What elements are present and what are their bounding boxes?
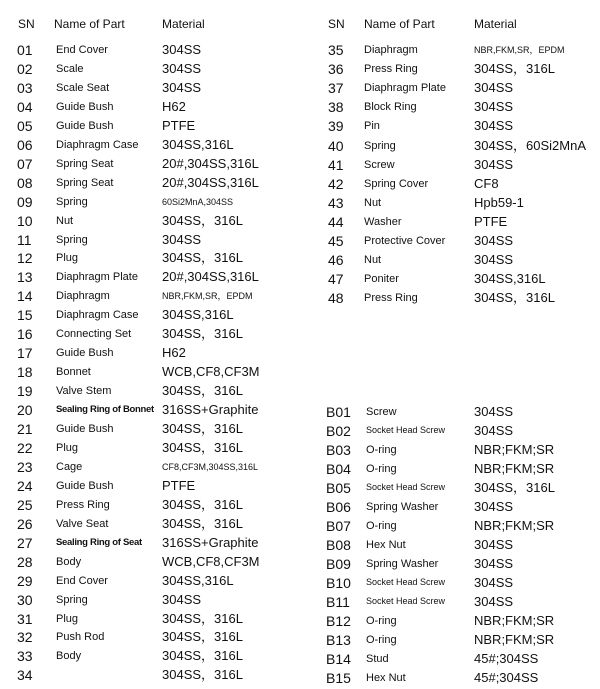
part-sn: 40 (328, 137, 344, 154)
part-name: Press Ring (364, 63, 418, 76)
part-material: 304SS (162, 60, 202, 76)
part-name: Screw (364, 158, 395, 171)
part-name: Guide Bush (56, 100, 114, 113)
part-material: 304SS,316L (162, 136, 234, 152)
part-name: Nut (364, 196, 382, 209)
part-sn: 48 (328, 290, 344, 307)
part-name: Pin (364, 120, 380, 133)
part-name: Spring Seat (56, 157, 114, 170)
part-material: 316SS+Graphite (162, 402, 259, 418)
part-material: Hpb59-1 (474, 194, 524, 210)
part-material: 304SS，60Si2MnA (474, 137, 587, 153)
part-sn: 07 (17, 155, 33, 172)
part-sn: 39 (328, 118, 344, 135)
part-name: Scale Seat (56, 81, 110, 94)
header-name: Name of Part (54, 17, 125, 31)
part-material: 304SS (474, 499, 514, 514)
part-material: 304SS，316L (474, 480, 555, 495)
part-material: 304SS (474, 423, 514, 438)
part-name: Spring Seat (56, 176, 114, 189)
part-name: Protective Cover (364, 235, 446, 247)
part-material: 304SS (474, 118, 514, 134)
part-name: Nut (56, 214, 74, 227)
part-sn: 31 (17, 610, 33, 627)
part-name: Plug (56, 612, 79, 625)
part-sn: 21 (17, 421, 33, 437)
part-name: Spring Washer (366, 558, 439, 570)
part-name: Diaphragm Case (56, 138, 139, 151)
part-sn: 06 (17, 136, 33, 153)
part-sn: 26 (17, 515, 33, 532)
part-name: Valve Seat (56, 517, 109, 530)
part-name: Plug (56, 252, 79, 265)
part-name: Diaphragm (56, 290, 110, 303)
part-sn: 17 (17, 345, 33, 362)
part-name: Diaphragm Plate (364, 82, 446, 95)
part-name: Plug (56, 441, 79, 454)
part-sn: 41 (328, 156, 344, 173)
part-material: 304SS (474, 156, 514, 172)
part-sn: 22 (17, 439, 33, 456)
part-material: NBR,FKM,SR，EPDM (162, 291, 253, 302)
part-sn: 43 (328, 194, 344, 211)
part-material: 304SS，316L (474, 290, 555, 306)
part-name: O-ring (366, 615, 397, 627)
part-name: Spring Washer (366, 501, 439, 513)
part-material: PTFE (474, 213, 508, 229)
part-sn: B09 (326, 556, 351, 572)
part-name: Sealing Ring of Bonnet (56, 404, 154, 416)
part-sn: B12 (326, 613, 351, 629)
part-sn: 08 (17, 174, 33, 191)
part-material: PTFE (162, 477, 196, 493)
part-material: 304SS,316L (162, 307, 234, 323)
part-sn: B15 (326, 670, 351, 686)
part-sn: B02 (326, 423, 351, 439)
part-material: 304SS，316L (162, 439, 243, 455)
part-name: Sealing Ring of Seat (56, 536, 142, 548)
part-sn: 19 (17, 383, 33, 400)
part-sn: 30 (17, 591, 33, 608)
part-sn: B11 (326, 594, 350, 610)
part-sn: 34 (17, 667, 33, 684)
part-material: 304SS，316L (162, 383, 243, 399)
part-material: 304SS (474, 233, 514, 248)
part-material: 20#,304SS,316L (162, 155, 259, 171)
part-sn: 27 (17, 534, 33, 551)
part-material: 304SS，316L (162, 496, 243, 512)
part-material: NBR;FKM;SR (474, 442, 555, 457)
part-material: 304SS (474, 404, 514, 419)
part-material: 45#;304SS (474, 670, 539, 685)
part-material: 304SS (474, 575, 514, 590)
part-sn: 16 (17, 326, 33, 343)
part-material: 45#;304SS (474, 651, 539, 666)
part-material: 304SS，316L (162, 629, 243, 645)
part-sn: 02 (17, 60, 33, 77)
part-material: NBR;FKM;SR (474, 518, 555, 533)
part-sn: B03 (326, 442, 351, 458)
part-material: WCB,CF8,CF3M (162, 553, 260, 569)
part-sn: 36 (328, 61, 344, 78)
part-sn: 14 (17, 288, 33, 305)
part-sn: 11 (17, 231, 32, 248)
part-name: O-ring (366, 463, 397, 475)
part-sn: B01 (326, 404, 351, 420)
part-material: PTFE (162, 117, 196, 133)
part-material: NBR;FKM;SR (474, 613, 555, 628)
part-material: 304SS，316L (162, 610, 243, 626)
part-sn: 45 (328, 233, 344, 249)
part-sn: 09 (17, 193, 33, 210)
part-material: 304SS，316L (162, 250, 243, 266)
part-name: Block Ring (364, 101, 417, 114)
part-name: Screw (366, 406, 397, 418)
part-material: 304SS (162, 231, 202, 247)
part-name: Press Ring (364, 292, 418, 305)
part-name: Spring (56, 233, 88, 246)
part-material: 60Si2MnA,304SS (162, 196, 234, 207)
part-name: Stud (366, 653, 389, 665)
part-sn: 05 (17, 117, 33, 134)
part-material: NBR;FKM;SR (474, 461, 555, 476)
part-material: 304SS (474, 80, 514, 96)
part-material: 20#,304SS,316L (162, 174, 259, 190)
part-sn: 28 (17, 553, 33, 570)
part-name: Washer (364, 215, 402, 228)
part-material: 304SS，316L (162, 515, 243, 531)
part-sn: 13 (17, 269, 33, 286)
part-name: O-ring (366, 634, 397, 646)
part-sn: 03 (17, 79, 33, 96)
part-sn: 04 (17, 98, 33, 115)
part-material: 304SS，316L (162, 212, 243, 228)
part-name: O-ring (366, 444, 397, 456)
part-sn: B13 (326, 632, 351, 648)
part-material: 304SS，316L (162, 648, 243, 664)
part-sn: 23 (17, 458, 33, 475)
part-sn: 25 (17, 496, 33, 513)
header-material: Material (162, 17, 205, 31)
part-sn: B08 (326, 537, 351, 553)
part-sn: 12 (17, 250, 33, 267)
part-name: Poniter (364, 273, 399, 286)
part-sn: 10 (17, 212, 33, 229)
part-sn: 32 (17, 629, 33, 646)
part-sn: 35 (328, 42, 344, 58)
part-material: CF8 (474, 175, 499, 191)
part-sn: 24 (17, 477, 33, 494)
part-material: WCB,CF8,CF3M (162, 364, 260, 380)
part-sn: B05 (326, 480, 351, 496)
header-sn: SN (18, 17, 35, 31)
part-name: Diaphragm Case (56, 309, 139, 322)
part-material: CF8,CF3M,304SS,316L (162, 461, 259, 472)
part-material: H62 (162, 98, 186, 114)
part-name: Scale (56, 62, 84, 75)
part-sn: 15 (17, 307, 33, 324)
part-material: 316SS+Graphite (162, 534, 259, 550)
part-name: Socket Head Screw (366, 577, 446, 587)
part-name: Guide Bush (56, 347, 114, 360)
part-name: Body (56, 555, 82, 568)
part-sn: B14 (326, 651, 351, 667)
part-name: O-ring (366, 520, 397, 532)
part-material: NBR,FKM,SR，EPDM (474, 45, 565, 55)
part-name: Socket Head Screw (366, 596, 446, 606)
part-material: 304SS (162, 591, 202, 607)
header-sn: SN (328, 17, 345, 31)
part-name: Guide Bush (56, 479, 114, 492)
part-name: Body (56, 650, 82, 663)
part-name: Spring Cover (364, 177, 429, 190)
part-material: 304SS (162, 42, 202, 57)
header-material: Material (474, 17, 517, 31)
part-name: Diaphragm (364, 44, 418, 56)
part-material: H62 (162, 345, 186, 361)
part-material: 304SS，316L (474, 61, 555, 77)
part-name: Valve Stem (56, 385, 112, 398)
part-name: Spring (56, 593, 88, 606)
part-name: Connecting Set (56, 328, 132, 341)
part-material: 20#,304SS,316L (162, 269, 259, 285)
part-material: 304SS (474, 594, 514, 609)
part-sn: 47 (328, 271, 344, 288)
part-sn: 44 (328, 213, 344, 230)
part-name: Spring (364, 139, 396, 152)
part-material: 304SS (162, 79, 202, 95)
part-material: 304SS，316L (162, 667, 243, 683)
part-name: Cage (56, 460, 83, 473)
part-name: Guide Bush (56, 423, 114, 435)
part-sn: 38 (328, 99, 344, 116)
part-material: 304SS,316L (474, 271, 546, 287)
part-material: 304SS，316L (162, 421, 243, 436)
part-sn: 20 (17, 402, 33, 419)
part-material: 304SS (474, 556, 514, 571)
part-name: Diaphragm Plate (56, 271, 138, 284)
part-name: Bonnet (56, 366, 91, 379)
part-sn: 37 (328, 80, 344, 97)
part-material: 304SS，316L (162, 326, 243, 342)
part-sn: B07 (326, 518, 351, 534)
part-sn: B10 (326, 575, 351, 591)
part-name: Hex Nut (366, 539, 406, 551)
part-name: Push Rod (56, 631, 105, 644)
part-name: Socket Head Screw (366, 425, 446, 435)
part-name: Press Ring (56, 498, 110, 511)
part-sn: 01 (17, 42, 33, 58)
part-sn: 46 (328, 252, 344, 269)
part-name: Guide Bush (56, 119, 114, 132)
part-material: 304SS (474, 537, 514, 552)
part-sn: B06 (326, 499, 351, 515)
part-name: Hex Nut (366, 672, 406, 684)
part-name: Spring (56, 195, 88, 208)
part-sn: B04 (326, 461, 351, 477)
part-name: End Cover (56, 574, 108, 587)
part-material: 304SS (474, 99, 514, 115)
part-material: 304SS (474, 252, 514, 268)
part-sn: 18 (17, 364, 33, 381)
part-material: NBR;FKM;SR (474, 632, 555, 647)
header-name: Name of Part (364, 17, 435, 31)
part-sn: 42 (328, 175, 344, 192)
part-sn: 33 (17, 648, 33, 665)
part-name: Nut (364, 254, 382, 267)
part-material: 304SS,316L (162, 572, 234, 588)
part-sn: 29 (17, 572, 33, 589)
part-name: Socket Head Screw (366, 482, 446, 492)
part-name: End Cover (56, 44, 108, 56)
